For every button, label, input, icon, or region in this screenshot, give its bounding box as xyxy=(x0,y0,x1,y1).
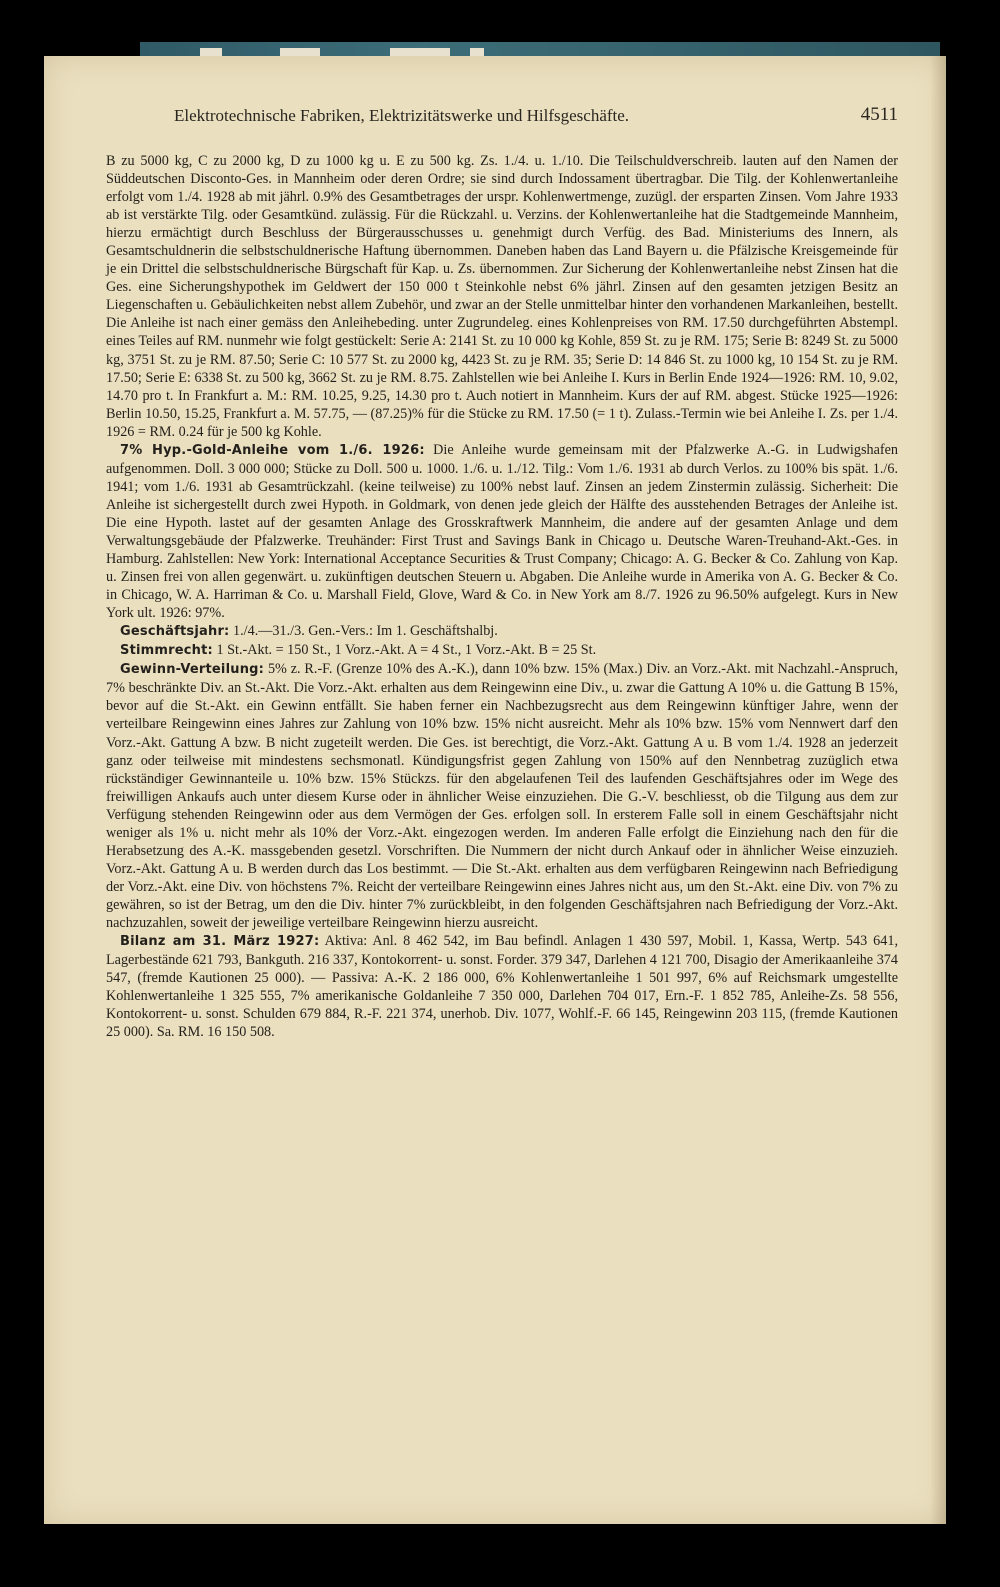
paragraph xyxy=(106,641,898,660)
paragraph-label: Geschäftsjahr: xyxy=(120,624,230,640)
paragraph-label: Gewinn-Verteilung: xyxy=(120,662,265,678)
body-text xyxy=(106,152,898,1041)
paragraph-text: B zu 5000 kg, C zu 2000 kg, D zu 1000 kg u. E zu 500 kg. Zs. 1./4. u. 1./10. Die Teilschuldverschreib. lauten auf den Namen der Süddeutschen Disconto-Ges. in Mannheim oder deren Ordre; sie sind durch Indossament übertragbar. Die Tilg. der Kohlenwertanleihe erfolgt vom 1./4. 1928 ab mit jährl. 0.9% des Gesamtbetrages der urspr. Kohlenwertmenge, zuzügl. der ersparten Zinsen. Vom Jahre 1933 ab ist verstärkte Tilg. oder Gesamtkünd. zulässig. Für die Rückzahl. u. Verzins. der Kohlenwertanleihe hat die Stadtgemeinde Mannheim, hierzu ermächtigt durch Beschluss der Bürgerausschusses u. genehmigt durch Verfüg. des Bad. Ministeriums des Innern, als Gesamtschuldnerin die selbstschuldnerische Haftung übernommen. Daneben haben das Land Bayern u. die Pfälzische Kreisgemeinde für je ein Drittel die selbstschuldnerische Bürgschaft für Kap. u. Zs. übernommen. Zur Sicherung der Kohlenwertanleihe nebst Zinsen hat die Ges. eine Sicherungshypothek im Geldwert der 150 000 t Steinkohle nebst 6% jährl. Zinsen auf den gesamten jetzigen Besitz an Liegenschaften u. Gebäulichkeiten nebst allem Zubehör, und zwar an der Stelle unmittelbar hinter den vorhandenen Markanleihen, bestellt. Die Anleihe ist nach einer gemäss den Anleihebeding. unter Zugrundeleg. eines Kohlenpreises von RM. 17.50 durchgeführten Abstempl. eines Teiles auf RM. nunmehr wie folgt gestückelt: Serie A: 2141 St. zu 10 000 kg Kohle, 859 St. zu je RM. 175; Serie B: 8249 St. zu 5000 kg, 3751 St. zu je RM. 87.50; Serie C: 10 577 St. zu 2000 kg, 4423 St. zu je RM. 35; Serie D: 14 846 St. zu 1000 kg, 10 154 St. zu je RM. 17.50; Serie E: 6338 St. zu 500 kg, 3662 St. zu je RM. 8.75. Zahlstellen wie bei Anleihe I. Kurs in Berlin Ende 1924—1926: RM. 10, 9.02, 14.70 pro t. In Frankfurt a. M.: RM. 10.25, 9.25, 14.30 pro t. Auch notiert in Mannheim. Kurs der auf RM. abgest. Stücke 1925—1926: Berlin 10.50, 15.25, Frankfurt a. M. 57.75, — (87.25)% für die Stücke zu RM. 17.50 (= 1 t). Zulass.-Termin wie bei Anleihe I. Zs. per 1./4. 1926 = RM. 0.24 für je 500 kg Kohle. xyxy=(106,153,898,440)
paragraph-label: Bilanz am 31. März 1927: xyxy=(120,934,320,950)
header-title: Elektrotechnische Fabriken, Elektrizitätswerke und Hilfsgeschäfte. xyxy=(174,106,630,125)
paragraph-text: 5% z. R.-F. (Grenze 10% des A.-K.), dann 10% bzw. 15% (Max.) Div. an Vorz.-Akt. mit Nachzahl.-Anspruch, 7% beschränkte Div. an St.-Akt. Die Vorz.-Akt. erhalten aus dem Reingewinn eine Div., u. zwar die Gattung A 10% u. die Gattung B 15%, bevor auf die St.-Akt. ein Gewinn entfällt. Sie haben ferner ein Nachbezugsrecht aus dem Reingewinn künftiger Jahre, wenn der verteilbare Reingewinn eines Jahres zur Zahlung von 10% bzw. 15% nicht ausreicht. Mehr als 10% bzw. 15% vom Nennwert darf den Vorz.-Akt. Gattung A bzw. B nicht zugeteilt werden. Die Ges. ist berechtigt, die Vorz.-Akt. Gattung A u. B vom 1./4. 1928 an jederzeit ganz oder teilweise mit mindestens sechsmonatl. Kündigungsfrist gegen Zahlung von 150% auf den Nennbetrag zuzüglich etwa rückständiger Gewinnanteile u. 10% bzw. 15% Stückzs. für den abgelaufenen Teil des laufenden Geschäftsjahres oder im Wege des freiwilligen Ankaufs auch unter diesem Kurse oder in ähnlicher Weise einzuziehen. Die G.-V. beschliesst, ob die Tilgung aus dem zur Verfügung stehenden Reingewinn oder aus dem Vermögen der Ges. erfolgen soll. In ersterem Falle soll in einem Geschäftsjahr nicht weniger als 1% u. nicht mehr als 10% der Vorz.-Akt. eingezogen werden. Im anderen Falle erfolgt die Einziehung nach den für die Herabsetzung des A.-K. massgebenden gesetzl. Vorschriften. Die Nummern der nicht durch Ankauf oder in ähnlicher Weise einzuzieh. Vorz.-Akt. Gattung A u. B werden durch das Los bestimmt. — Die St.-Akt. erhalten aus dem verfügbaren Reingewinn nach Befriedigung der Vorz.-Akt. eine Div. von höchstens 7%. Reicht der verteilbare Reingewinn eines Jahres nicht aus, um den St.-Akt. eine Div. von 7% zu gewähren, so ist der Betrag, um den die Div. hinter 7% zurückbleibt, in den folgenden Geschäftsjahren nach Befriedigung der Vorz.-Akt. nachzuzahlen, soweit der jeweilige verteilbare Reingewinn hierzu ausreicht. xyxy=(106,661,898,931)
paragraph-label: Stimmrecht: xyxy=(120,643,213,659)
paragraph xyxy=(106,932,898,1041)
paragraph-label: 7% Hyp.-Gold-Anleihe vom 1./6. 1926: xyxy=(120,442,425,458)
paragraph-text: Die Anleihe wurde gemeinsam mit der Pfalzwerke A.-G. in Ludwigshafen aufgenommen. Doll. 3 000 000; Stücke zu Doll. 500 u. 1000. 1./6. u. 1./12. Tilg.: Vom 1./6. 1931 ab durch Verlos. zu 100% bis spät. 1./6. 1941; vom 1./6. 1931 ab Gesamtrückzahl. (keine teilweise) zu 100% nebst lauf. Zinsen an jedem Zinstermin zulässig. Sicherheit: Die Anleihe ist sichergestellt durch zwei Hypoth. in Goldmark, von denen jede gleich der Hälfte des ausstehenden Betrages der Anleihe ist. Die eine Hypoth. lastet auf der gesamten Anlage des Grosskraftwerk Mannheim, die andere auf der gesamten Anlage und dem Verwaltungsgebäude der Pfalzwerke. Treuhänder: First Trust and Savings Bank in Chicago u. Deutsche Waren-Treuhand-Akt.-Ges. in Hamburg. Zahlstellen: New York: International Acceptance Securities & Trust Company; Chicago: A. G. Becker & Co. Zahlung von Kap. u. Zinsen frei von allen gegenwärt. u. zukünftigen deutschen Steuern u. Abgaben. Die Anleihe wurde in Amerika von A. G. Becker & Co. in Chicago, W. A. Harriman & Co. u. Marshall Field, Glove, Ward & Co. in New York am 8./7. 1926 zu 96.50% aufgelegt. Kurs in New York ult. 1926: 97%. xyxy=(106,441,898,622)
paragraph-text: Aktiva: Anl. 8 462 542, im Bau befindl. Anlagen 1 430 597, Mobil. 1, Kassa, Wertp. 543 641, Lagerbestände 621 793, Bankguth. 216 337, Kontokorrent- u. sonst. Forder. 379 347, Darlehen 4 121 700, Disagio der Amerikaanleihe 374 547, (fremde Kautionen 25 000). — Passiva: A.-K. 2 186 000, 6% Kohlenwertanleihe 1 501 997, 6% auf Reichsmark umgestellte Kohlenwertanleihe 1 325 555, 7% amerikanische Goldanleihe 7 350 000, Darlehen 704 017, Ern.-F. 1 852 785, Anleihe-Zs. 58 556, Kontokorrent- u. sonst. Schulden 679 884, R.-F. 221 374, unerhob. Div. 1077, Wohlf.-F. 66 145, Reingewinn 203 115, (fremde Kautionen 25 000). Sa. RM. 16 150 508. xyxy=(106,933,898,1041)
paragraph xyxy=(106,660,898,932)
paragraph xyxy=(106,441,898,622)
page-number: 4511 xyxy=(860,104,898,125)
paragraph xyxy=(106,152,898,441)
paragraph-text: 1 St.-Akt. = 150 St., 1 Vorz.-Akt. A = 4 St., 1 Vorz.-Akt. B = 25 St. xyxy=(216,642,597,659)
paragraph-text: 1./4.—31./3. Gen.-Vers.: Im 1. Geschäftshalbj. xyxy=(233,623,498,640)
paragraph xyxy=(106,622,898,641)
book-page xyxy=(44,56,946,1524)
